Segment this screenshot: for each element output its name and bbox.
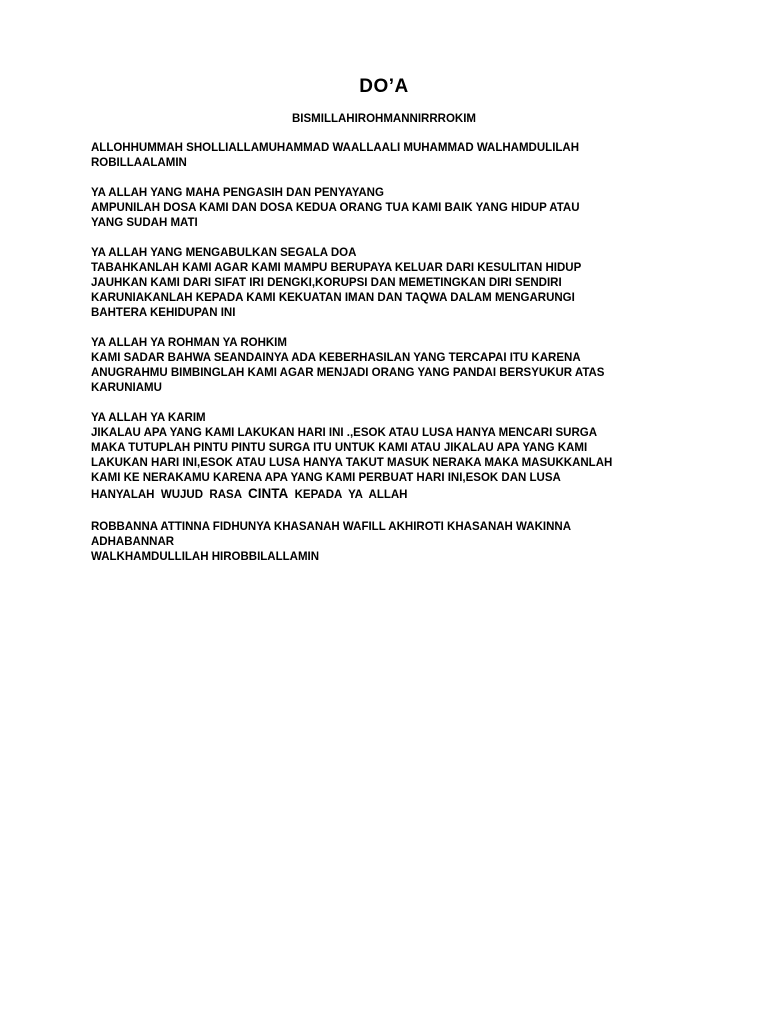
text-line-emphasis — [91, 484, 691, 505]
text-line: LAKUKAN HARI INI,ESOK ATAU LUSA HANYA TAKUT MASUK NERAKA MAKA MASUKKANLAH — [91, 457, 613, 469]
text-line: ROBBANNA ATTINNA FIDHUNYA KHASANAH WAFILL AKHIROTI KHASANAH WAKINNA — [91, 521, 571, 533]
text-fragment: KEPADA YA ALLAH — [288, 489, 408, 501]
paragraph-salawat — [91, 141, 691, 171]
text-line: YA ALLAH YA ROHMAN YA ROHKIM — [91, 337, 287, 349]
text-line: ADHABANNAR — [91, 536, 175, 548]
text-line: YANG SUDAH MATI — [91, 217, 198, 229]
text-line: KARUNIAKANLAH KEPADA KAMI KEKUATAN IMAN DAN TAQWA DALAM MENGARUNGI — [91, 292, 575, 304]
text-line: KAMI KE NERAKAMU KARENA APA YANG KAMI PERBUAT HARI INI,ESOK DAN LUSA — [91, 472, 561, 484]
paragraph-spacer — [91, 231, 691, 246]
document-title: DO’A — [359, 76, 409, 97]
document-subtitle: BISMILLAHIROHMANNIRRROKIM — [292, 113, 476, 125]
text-line: JAUHKAN KAMI DARI SIFAT IRI DENGKI,KORUPSI DAN MEMETINGKAN DIRI SENDIRI — [91, 277, 562, 289]
paragraph-gratitude — [91, 336, 691, 396]
text-line: YA ALLAH YANG MENGABULKAN SEGALA DOA — [91, 247, 357, 259]
paragraph-forgiveness — [91, 186, 691, 231]
paragraph-spacer — [91, 321, 691, 336]
text-line: KARUNIAMU — [91, 382, 162, 394]
text-line: YA ALLAH YANG MAHA PENGASIH DAN PENYAYANG — [91, 187, 384, 199]
text-fragment: HANYALAH WUJUD RASA — [91, 489, 248, 501]
text-line: KAMI SADAR BAHWA SEANDAINYA ADA KEBERHASILAN YANG TERCAPAI ITU KARENA — [91, 352, 581, 364]
paragraph-closing — [91, 520, 691, 565]
paragraph-spacer — [91, 505, 691, 520]
document-body — [91, 141, 691, 565]
emphasized-word: CINTA — [247, 486, 289, 501]
text-line: ALLOHHUMMAH SHOLLIALLAMUHAMMAD WAALLAALI MUHAMMAD WALHAMDULILAH — [91, 142, 580, 154]
paragraph-strength — [91, 246, 691, 321]
text-line: MAKA TUTUPLAH PINTU PINTU SURGA ITU UNTUK KAMI ATAU JIKALAU APA YANG KAMI — [91, 442, 588, 454]
text-line: BAHTERA KEHIDUPAN INI — [91, 307, 236, 319]
text-line: JIKALAU APA YANG KAMI LAKUKAN HARI INI .,ESOK ATAU LUSA HANYA MENCARI SURGA — [91, 427, 598, 439]
text-line: WALKHAMDULLILAH HIROBBILALLAMIN — [91, 551, 320, 563]
text-line: ANUGRAHMU BIMBINGLAH KAMI AGAR MENJADI ORANG YANG PANDAI BERSYUKUR ATAS — [91, 367, 605, 379]
paragraph-sincerity — [91, 411, 691, 505]
text-line: ROBILLAALAMIN — [91, 157, 187, 169]
text-line: YA ALLAH YA KARIM — [91, 412, 206, 424]
text-line: TABAHKANLAH KAMI AGAR KAMI MAMPU BERUPAYA KELUAR DARI KESULITAN HIDUP — [91, 262, 582, 274]
paragraph-spacer — [91, 171, 691, 186]
text-line: AMPUNILAH DOSA KAMI DAN DOSA KEDUA ORANG TUA KAMI BAIK YANG HIDUP ATAU — [91, 202, 580, 214]
paragraph-spacer — [91, 396, 691, 411]
